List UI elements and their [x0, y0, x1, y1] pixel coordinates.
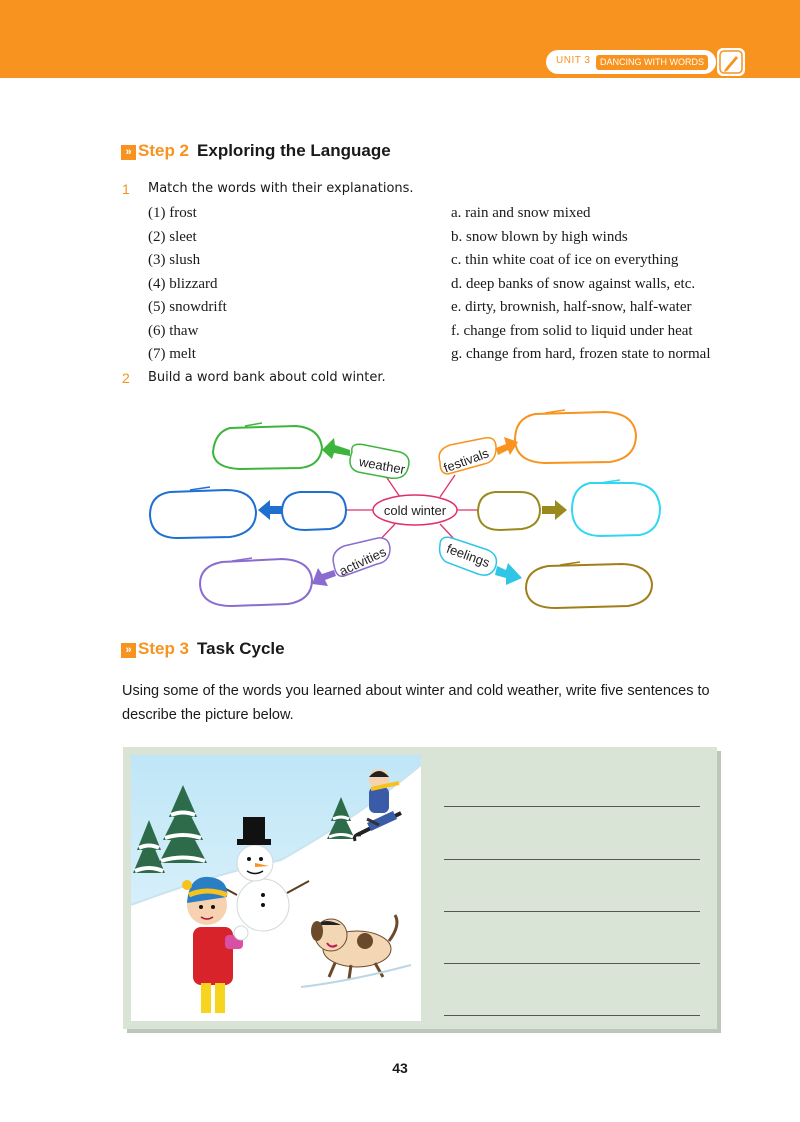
answer-bubble — [478, 492, 540, 530]
festivals-branch — [439, 410, 636, 476]
answer-bubble — [515, 412, 636, 463]
double-chevron-icon: » — [121, 643, 136, 658]
center-label: cold winter — [383, 503, 447, 518]
activities-label: activities — [336, 544, 389, 579]
writing-line[interactable] — [444, 859, 700, 860]
festivals-label: festivals — [441, 445, 491, 476]
step3-instruction-line-1: Using some of the words you learned about winter and cold weather, write five sentences to — [122, 683, 710, 699]
pen-icon — [717, 48, 745, 76]
explanation-item: c. thin white coat of ice on everything — [451, 252, 679, 268]
writing-line[interactable] — [444, 806, 700, 807]
double-chevron-icon: » — [121, 145, 136, 160]
question-2-text: Build a word bank about cold winter. — [148, 370, 386, 385]
answer-bubble — [200, 559, 312, 606]
explanation-item: d. deep banks of snow against walls, etc. — [451, 276, 696, 292]
answer-bubble — [213, 426, 322, 469]
answer-bubble — [526, 564, 652, 608]
unit-title: DANCING WITH WORDS — [596, 55, 708, 70]
explanation-item: b. snow blown by high winds — [451, 229, 628, 245]
left-branch — [150, 487, 346, 538]
word-item: (4) blizzard — [148, 276, 218, 292]
word-item: (1) frost — [148, 205, 197, 221]
step2-title: Exploring the Language — [197, 141, 391, 160]
word-item: (5) snowdrift — [148, 299, 227, 315]
word-item: (3) slush — [148, 252, 201, 268]
word-bank-mindmap — [0, 400, 800, 615]
writing-line[interactable] — [444, 963, 700, 964]
explanation-item: e. dirty, brownish, half-snow, half-water — [451, 299, 692, 315]
right-branch — [478, 480, 660, 536]
step3-title: Task Cycle — [197, 639, 285, 658]
explanation-item: f. change from solid to liquid under heat — [451, 323, 693, 339]
step2-heading — [121, 141, 391, 161]
arrow-left-icon — [312, 568, 336, 586]
step3-number: Step 3 — [138, 639, 190, 658]
explanation-item: g. change from hard, frozen state to normal — [451, 346, 711, 362]
weather-branch — [213, 423, 409, 478]
answer-bubble — [282, 492, 346, 530]
page-number: 43 — [392, 1060, 408, 1076]
explanation-item: a. rain and snow mixed — [451, 205, 591, 221]
arrow-left-icon — [322, 438, 350, 459]
arrow-left-icon — [258, 500, 282, 520]
question-2-number: 2 — [122, 370, 130, 386]
feelings-branch — [440, 537, 652, 608]
word-item: (2) sleet — [148, 229, 197, 245]
question-1-text: Match the words with their explanations. — [148, 181, 414, 196]
step3-instruction-line-2: describe the picture below. — [122, 707, 294, 723]
feelings-label: feelings — [444, 540, 492, 571]
writing-line[interactable] — [444, 911, 700, 912]
answer-bubble — [572, 483, 660, 536]
answer-bubble — [150, 490, 256, 538]
step2-number: Step 2 — [138, 141, 190, 160]
unit-label: UNIT 3 — [556, 55, 591, 66]
word-item: (6) thaw — [148, 323, 199, 339]
writing-line[interactable] — [444, 1015, 700, 1016]
arrow-right-icon — [542, 500, 567, 520]
question-1-number: 1 — [122, 181, 130, 197]
winter-scene-illustration — [131, 755, 421, 1021]
word-item: (7) melt — [148, 346, 196, 362]
activities-branch — [200, 538, 390, 606]
step3-heading — [121, 639, 285, 659]
weather-label: weather — [358, 454, 407, 477]
arrow-right-icon — [495, 563, 522, 585]
